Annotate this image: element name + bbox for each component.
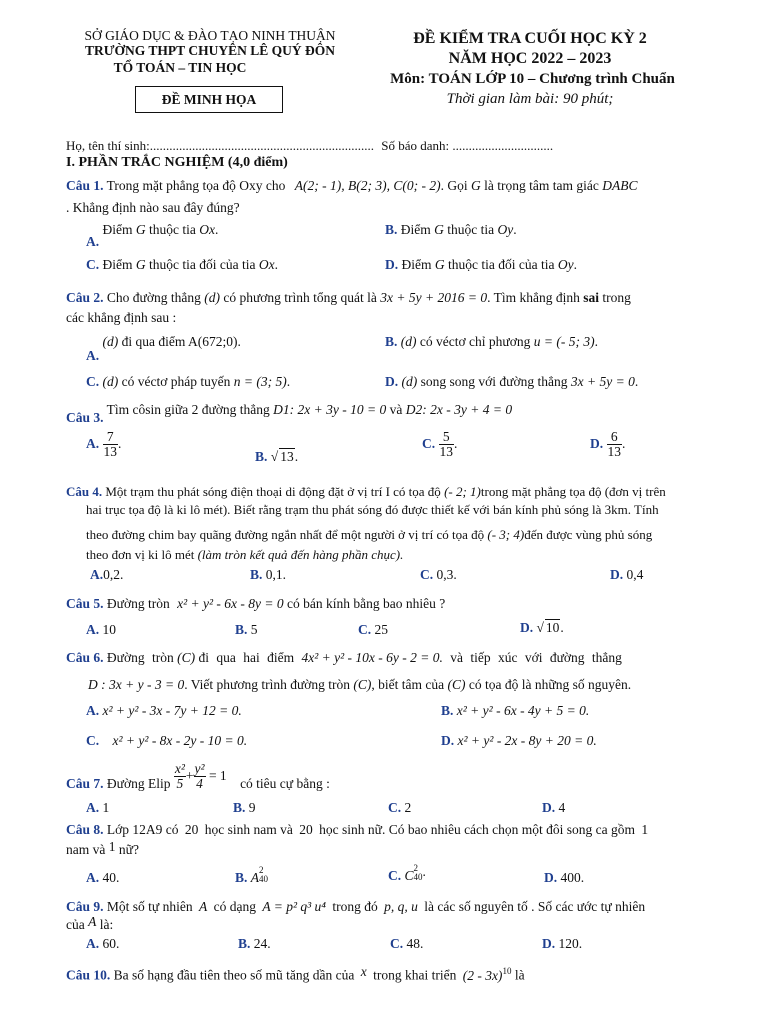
q5-c-value: 25 <box>374 622 388 637</box>
q6-option-b[interactable] <box>441 703 589 719</box>
q2-b-d: (d) <box>400 334 417 349</box>
q1-c-letter: C. <box>86 257 100 272</box>
q3-line2: D2: 2x - 3y + 4 = 0 <box>405 402 513 417</box>
q4-text2: hai trục tọa độ là ki lô mét). Biết rằng trạm thu phát sóng đó được thiết kế với bán kính phủ sóng là 3km. Tính <box>86 502 659 517</box>
q6-circle2: (C) <box>353 677 372 692</box>
q2-text4: trong <box>602 290 631 305</box>
q4-c-letter: C. <box>420 567 434 582</box>
q5-option-d[interactable]: D. √ 10. <box>520 620 564 635</box>
q6-line2 <box>88 677 631 693</box>
q2-text3: . Tìm khẳng định <box>487 290 580 305</box>
q2-text: Cho đường thẳng <box>106 290 201 305</box>
q6-line-eq: D : 3x + y - 3 = 0 <box>88 677 185 692</box>
q7-text: Đường Elip <box>106 775 171 791</box>
q8-d-value: 400 <box>560 870 581 885</box>
q3-d-letter: D. <box>590 435 604 451</box>
q9-a: A <box>198 899 208 914</box>
q8-a-value: 40 <box>102 870 116 885</box>
q8-option-b[interactable] <box>235 866 268 883</box>
q4-c-value: 0,3. <box>436 567 457 582</box>
q1-d-text: Điểm <box>401 257 432 272</box>
q8-b-symbol: A <box>250 870 260 885</box>
q7-option-d[interactable] <box>542 800 565 816</box>
q9-label: Câu 9. <box>66 899 104 914</box>
q3-option-c[interactable]: C. $\frac{5}{13}$ . <box>422 429 458 460</box>
question-9 <box>66 899 645 915</box>
q3-a-num: 7 <box>103 430 119 445</box>
q3-c-letter: C. <box>422 435 436 451</box>
q8-a-letter: A. <box>86 870 100 885</box>
q1-option-a[interactable]: A. Điểm G thuộc tia Ox. <box>86 222 219 249</box>
q9-text4: là các số nguyên tố . Số các ước tự nhiên <box>424 899 646 914</box>
q9-option-b[interactable] <box>238 936 271 952</box>
q2-d-letter: D. <box>385 374 399 389</box>
q2-c-vector: n = (3; 5) <box>233 374 287 389</box>
q9-option-a[interactable] <box>86 936 119 952</box>
q5-b-value: 5 <box>250 622 258 637</box>
q1-a-text2: thuộc tia <box>149 222 196 237</box>
q5-b-letter: B. <box>235 622 248 637</box>
q6-text2: đi qua hai điểm <box>198 650 295 665</box>
q2-label: Câu 2. <box>66 290 104 305</box>
exam-title: ĐỀ KIỂM TRA CUỐI HỌC KỲ 2 <box>413 30 647 47</box>
q5-equation: x² + y² - 6x - 8y = 0 <box>177 596 284 611</box>
q5-label: Câu 5. <box>66 596 104 611</box>
q4-a-letter: A. <box>90 567 104 582</box>
q6-text5: , biết tâm của <box>371 677 445 692</box>
q1-option-c[interactable]: C. Điểm G thuộc tia đối của tia Ox. <box>86 257 278 272</box>
q4-text3b: đến được vùng phủ sóng <box>524 527 653 542</box>
q9-text: Một số tự nhiên <box>106 899 193 914</box>
q6-d-letter: D. <box>441 733 455 748</box>
q1-text2: . Gọi <box>440 178 468 193</box>
q7-c-value: 2 <box>404 800 412 815</box>
q4-line4 <box>86 548 403 563</box>
q6-circle: (C) <box>177 650 196 665</box>
q8-option-a[interactable]: A. 40. <box>86 870 120 885</box>
q6-equation: 4x² + y² - 10x - 6y - 2 = 0. <box>301 650 443 665</box>
q10-x: x <box>360 963 367 979</box>
school-year: NĂM HỌC 2022 – 2023 <box>448 50 612 67</box>
q7-a-value: 1 <box>102 800 110 815</box>
q8-num1: 20 <box>184 822 199 837</box>
q10-text: Ba số hạng đầu tiên theo số mũ tăng dần của <box>113 967 355 983</box>
q4-text: Một trạm thu phát sóng điện thoại di động đặt ở vị trí I có tọa độ <box>105 484 441 499</box>
q3-option-d[interactable]: D. $\frac{6}{13}$ . <box>590 429 626 460</box>
q1-points: A(2; - 1), B(2; 3), C(0; - 2) <box>294 178 441 193</box>
q6-text4: . Viết phương trình đường tròn <box>184 677 351 692</box>
q2-d-d: (d) <box>401 374 418 389</box>
q3-d-den: 13 <box>607 444 621 460</box>
q1-g: G <box>470 178 481 193</box>
q7-x-den: 5 <box>176 776 184 792</box>
q1-text: Trong mặt phẳng tọa độ Oxy cho <box>106 178 286 193</box>
q2-option-a[interactable] <box>86 334 241 363</box>
q8-c-indices <box>414 864 423 881</box>
q9-a-letter: A. <box>86 936 100 951</box>
q4-point-2: (- 3; 4) <box>487 527 525 542</box>
q1-d-text2: thuộc tia đối của tia <box>448 257 555 272</box>
q6-a-letter: A. <box>86 703 100 718</box>
q9-text2: có dạng <box>213 899 256 914</box>
q6-text: Đường tròn <box>106 650 174 665</box>
section-heading: I. PHẦN TRẮC NGHIỆM (4,0 điểm) <box>66 155 288 170</box>
q8-label: Câu 8. <box>66 822 104 837</box>
q6-option-d[interactable] <box>441 733 597 749</box>
q7-equals: = 1 <box>208 767 227 783</box>
q8-c-letter: C. <box>388 868 402 883</box>
q6-option-c[interactable] <box>86 733 247 749</box>
q3-and: và <box>389 402 403 417</box>
q1-option-b[interactable]: B. Điểm G thuộc tia Oy. <box>385 222 517 237</box>
question-6 <box>66 650 622 666</box>
q1-label: Câu 1. <box>66 178 104 193</box>
q1-text4: . Khẳng định nào sau đây đúng? <box>66 200 240 215</box>
q3-a-den: 13 <box>103 444 117 460</box>
name-label: Họ, tên thí sinh: <box>66 138 150 153</box>
q1-c-ray: Ox <box>258 257 275 272</box>
q4-text3: theo đường chim bay quãng đường ngắn nhất để một người ở vị trí có tọa độ <box>86 527 485 542</box>
q1-d-ray: Oy <box>557 257 574 272</box>
q7-option-b[interactable] <box>233 800 256 816</box>
q3-option-a[interactable]: A. $\frac{7}{13}$ . <box>86 429 122 460</box>
q5-option-a[interactable] <box>86 622 116 638</box>
q7-d-letter: D. <box>542 800 556 815</box>
q7-c-letter: C. <box>388 800 402 815</box>
question-2 <box>66 290 631 306</box>
q7-d-value: 4 <box>558 800 566 815</box>
q9-option-d[interactable] <box>542 936 582 952</box>
q5-option-b[interactable] <box>235 622 258 638</box>
q9-line2 <box>66 914 114 933</box>
q4-line3 <box>86 528 652 543</box>
q2-text2: có phương trình tổng quát là <box>223 290 377 305</box>
q4-point-i: (- 2; 1) <box>444 484 481 499</box>
q9-d-value: 120. <box>558 936 583 951</box>
q2-option-c[interactable]: C. (d) có véctơ pháp tuyến n = (3; 5). <box>86 374 291 389</box>
q1-b-text: Điểm <box>400 222 431 237</box>
q2-text5: các khẳng định sau : <box>66 310 177 325</box>
q4-text1b: trong mặt phẳng tọa độ (đơn vị trên <box>480 484 666 499</box>
q5-c-letter: C. <box>358 622 372 637</box>
subject: Môn: TOÁN LỚP 10 – Chương trình Chuẩn <box>390 71 675 87</box>
q2-a-letter: A. <box>86 348 100 363</box>
q9-c-letter: C. <box>390 936 404 951</box>
q1-d-letter: D. <box>385 257 399 272</box>
q2-b-vector: u = (- 5; 3) <box>533 334 595 349</box>
q8-text3: học sinh nữ. Có bao nhiêu cách chọn một đôi song ca gồm <box>319 822 636 837</box>
q1-c-text2: thuộc tia đối của tia <box>149 257 256 272</box>
q6-circle3: (C) <box>447 677 466 692</box>
duration: Thời gian làm bài: 90 phút; <box>446 91 614 107</box>
q5-d-sqrt: 10 <box>545 620 560 635</box>
student-name-line <box>66 139 553 154</box>
q3-c-fraction <box>439 430 455 459</box>
q3-d-fraction <box>607 430 623 459</box>
q8-text: Lớp 12A9 có <box>106 822 179 837</box>
q1-text3: là trọng tâm tam giác <box>484 178 599 193</box>
q7-b-value: 9 <box>248 800 256 815</box>
school-department: SỞ GIÁO DỤC & ĐÀO TẠO NINH THUẬN <box>84 28 336 43</box>
q1-b-letter: B. <box>385 222 398 237</box>
question-5 <box>66 596 445 612</box>
q10-exponent: 10 <box>502 966 512 976</box>
q10-binomial: (2 - 3x) <box>462 967 503 983</box>
q8-text5: nữ? <box>118 842 139 857</box>
q1-d-g: G <box>434 257 445 272</box>
question-1 <box>66 178 637 194</box>
q8-num3: 1 <box>641 822 649 837</box>
q2-sai: sai <box>583 290 599 305</box>
q3-d-num: 6 <box>607 430 623 445</box>
q8-text2: học sinh nam và <box>204 822 293 837</box>
q3-a-letter: A. <box>86 435 100 451</box>
q7-option-a[interactable] <box>86 800 109 816</box>
q8-b-sub: 40 <box>259 873 269 884</box>
q6-label: Câu 6. <box>66 650 104 665</box>
q9-formula: A = p² q³ u⁴ <box>262 899 326 914</box>
q2-b-text: có véctơ chỉ phương <box>419 334 531 349</box>
q2-d: (d) <box>204 290 220 305</box>
label-box: ĐỀ MINH HỌA <box>135 86 283 113</box>
q8-line2 <box>66 839 139 858</box>
q1-a-ray: Ox <box>199 222 215 237</box>
q5-option-c[interactable] <box>358 622 388 638</box>
q4-option-a[interactable] <box>90 567 123 583</box>
q1-a-text: Điểm <box>102 222 133 237</box>
q7-fraction-y <box>194 762 206 791</box>
q2-c-text: có véctơ pháp tuyến <box>121 374 231 389</box>
q7-y-num: y² <box>194 761 205 776</box>
q4-b-letter: B. <box>250 567 263 582</box>
q6-c-value: x² + y² - 8x - 2y - 10 = 0. <box>112 733 248 748</box>
school-name: TRƯỜNG THPT CHUYÊN LÊ QUÝ ĐÔN <box>85 43 335 58</box>
q4-option-c[interactable] <box>420 567 457 583</box>
q6-text3: và tiếp xúc với đường thẳng <box>450 650 622 665</box>
q8-b-indices <box>259 866 268 883</box>
q1-b-text2: thuộc tia <box>447 222 495 237</box>
q8-b-letter: B. <box>235 870 248 885</box>
q6-text6: có tọa độ là những số nguyên. <box>468 677 632 692</box>
q2-c-d: (d) <box>102 374 119 389</box>
question-8 <box>66 822 648 838</box>
school-group: TỔ TOÁN – TIN HỌC <box>113 60 247 75</box>
q7-b-letter: B. <box>233 800 246 815</box>
q8-text4: nam và <box>66 842 106 857</box>
q2-b-letter: B. <box>385 334 398 349</box>
q6-b-value: x² + y² - 6x - 4y + 5 = 0. <box>456 703 590 718</box>
q9-a2: A <box>88 914 97 929</box>
q5-a-letter: A. <box>86 622 100 637</box>
q2-a-text: đi qua điểm A(672;0). <box>121 334 241 349</box>
q7-label: Câu 7. <box>66 775 104 791</box>
q1-c-g: G <box>135 257 146 272</box>
q4-label: Câu 4. <box>66 484 103 499</box>
q9-b-value: 24. <box>253 936 271 951</box>
q9-b-letter: B. <box>238 936 251 951</box>
q3-c-den: 13 <box>439 444 453 460</box>
q2-a-d: (d) <box>102 334 119 349</box>
q3-line1: D1: 2x + 3y - 10 = 0 <box>273 402 387 417</box>
sbd-label: Số báo danh: <box>381 138 450 153</box>
q1-triangle: DABC <box>602 178 638 193</box>
q2-option-d[interactable]: D. (d) song song với đường thẳng 3x + 5y = 0. <box>385 374 639 389</box>
q2-d-text: song song với đường thẳng <box>420 374 568 389</box>
q3-label: Câu 3. <box>66 410 104 425</box>
question-10 <box>66 963 525 983</box>
q6-c-letter: C. <box>86 733 100 748</box>
q9-pqu: p, q, u <box>384 899 418 914</box>
q4-text4: theo đơn vị ki lô mét <box>86 547 195 562</box>
q8-option-c[interactable]: C. C 2 40 . <box>388 863 426 883</box>
q5-d-letter: D. <box>520 620 534 635</box>
q10-label: Câu 10. <box>66 967 111 983</box>
q1-a-g: G <box>135 222 146 237</box>
q7-text2: có tiêu cự bằng : <box>240 775 330 791</box>
q4-d-letter: D. <box>610 567 624 582</box>
q4-option-b[interactable] <box>250 567 286 583</box>
q2-option-b[interactable]: B. (d) có véctơ chỉ phương u = (- 5; 3). <box>385 334 598 349</box>
q10-text3: là <box>514 967 525 983</box>
q2-equation: 3x + 5y + 2016 = 0 <box>380 290 488 305</box>
q9-text5: của <box>66 917 85 932</box>
q9-text3: trong đó <box>332 899 378 914</box>
q7-y-den: 4 <box>196 776 203 792</box>
q7-fraction-x <box>174 762 186 791</box>
name-field: ..................................................................... <box>149 138 375 153</box>
q8-option-d[interactable]: D. 400. <box>544 870 585 885</box>
q4-b-value: 0,1. <box>265 567 287 582</box>
question-7 <box>66 762 330 791</box>
q6-b-letter: B. <box>441 703 454 718</box>
question-3 <box>66 402 513 425</box>
q8-c-sub: 40 <box>413 871 423 882</box>
q1-c-text: Điểm <box>102 257 133 272</box>
q6-a-value: x² + y² - 3x - 7y + 12 = 0. <box>102 703 242 718</box>
q4-a-value: 0,2. <box>103 567 124 582</box>
q7-plus: + <box>185 767 194 783</box>
q7-a-letter: A. <box>86 800 100 815</box>
q3-a-fraction <box>103 430 119 459</box>
q4-rounding: (làm tròn kết quả đến hàng phần chục). <box>197 547 404 562</box>
q5-text: Đường tròn <box>106 596 170 611</box>
q1-option-d[interactable]: D. Điểm G thuộc tia đối của tia Oy. <box>385 257 577 272</box>
q1-b-ray: Oy <box>497 222 514 237</box>
question-4 <box>66 485 666 500</box>
q5-text2: có bán kính bằng bao nhiêu ? <box>287 596 446 611</box>
q6-option-a[interactable] <box>86 703 242 719</box>
q7-x-num: x² <box>174 761 185 776</box>
q3-number: 2 <box>191 402 199 417</box>
q3-c-num: 5 <box>439 430 455 445</box>
q8-b-sup: 2 <box>259 865 264 876</box>
q8-num4: 1 <box>108 839 116 854</box>
q1-b-g: G <box>434 222 444 237</box>
q4-d-value: 0,4 <box>626 567 644 582</box>
q9-text6: là: <box>99 917 114 932</box>
q10-text2: trong khai triển <box>373 967 457 983</box>
q2-c-letter: C. <box>86 374 100 389</box>
q3-b-sqrt: 13 <box>280 449 294 464</box>
q5-a-value: 10 <box>102 622 116 637</box>
q9-option-c[interactable] <box>390 936 423 952</box>
q1-a-letter: A. <box>86 234 100 249</box>
q3-text: Tìm côsin giữa <box>106 402 189 417</box>
q8-d-letter: D. <box>544 870 558 885</box>
q3-b-letter: B. <box>255 449 268 464</box>
q8-c-sup: 2 <box>413 863 419 874</box>
q7-option-c[interactable] <box>388 800 411 816</box>
q3-option-b[interactable]: B. √ 13. <box>255 449 299 464</box>
q4-option-d[interactable] <box>610 567 643 583</box>
q6-d-value: x² + y² - 2x - 8y + 20 = 0. <box>457 733 597 748</box>
q3-text2: đường thẳng <box>201 402 270 417</box>
q8-c-symbol: C <box>404 868 414 883</box>
q8-num2: 20 <box>299 822 313 837</box>
q9-a-value: 60. <box>102 936 120 951</box>
q2-d-line: 3x + 5y = 0 <box>570 374 635 389</box>
sbd-field: ............................... <box>452 138 554 153</box>
q9-c-value: 48. <box>406 936 424 951</box>
q9-d-letter: D. <box>542 936 556 951</box>
